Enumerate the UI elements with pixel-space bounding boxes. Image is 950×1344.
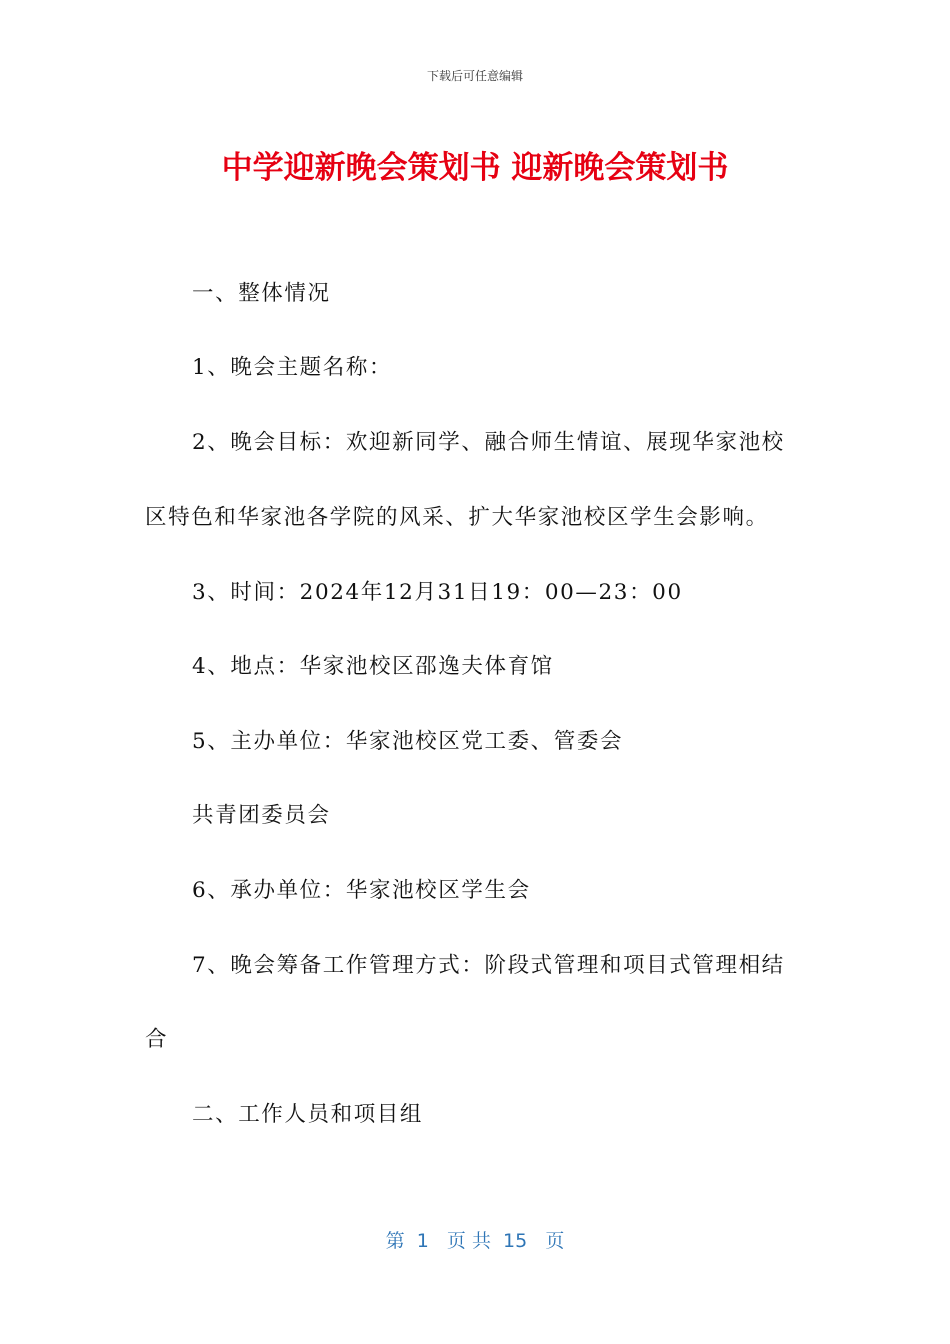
header-note: 下载后可任意编辑 — [426, 69, 523, 83]
item-theme-name: 1、晚会主题名称： — [192, 355, 393, 380]
item-organizer-cont: 共青团委员会 — [192, 803, 331, 828]
section-heading-staff: 二、工作人员和项目组 — [192, 1102, 424, 1127]
item-goal-line1: 2、晚会目标：欢迎新同学、融合师生情谊、展现华家池校 — [192, 430, 785, 455]
item-host: 6、承办单位：华家池校区学生会 — [192, 878, 531, 903]
document-title: 中学迎新晚会策划书 迎新晚会策划书 — [221, 150, 729, 186]
item-management-line2: 合 — [145, 1027, 169, 1052]
item-location: 4、地点：华家池校区邵逸夫体育馆 — [192, 654, 554, 679]
item-goal-line2: 区特色和华家池各学院的风采、扩大华家池校区学生会影响。 — [145, 505, 769, 530]
page-footer: 第 1 页 共 15 页 — [385, 1230, 565, 1252]
item-organizer: 5、主办单位：华家池校区党工委、管委会 — [192, 729, 624, 754]
item-management-line1: 7、晚会筹备工作管理方式：阶段式管理和项目式管理相结 — [192, 953, 785, 978]
item-time: 3、时间：2024年12月31日19：00—23：00 — [192, 580, 683, 605]
section-heading-overview: 一、整体情况 — [192, 281, 331, 306]
